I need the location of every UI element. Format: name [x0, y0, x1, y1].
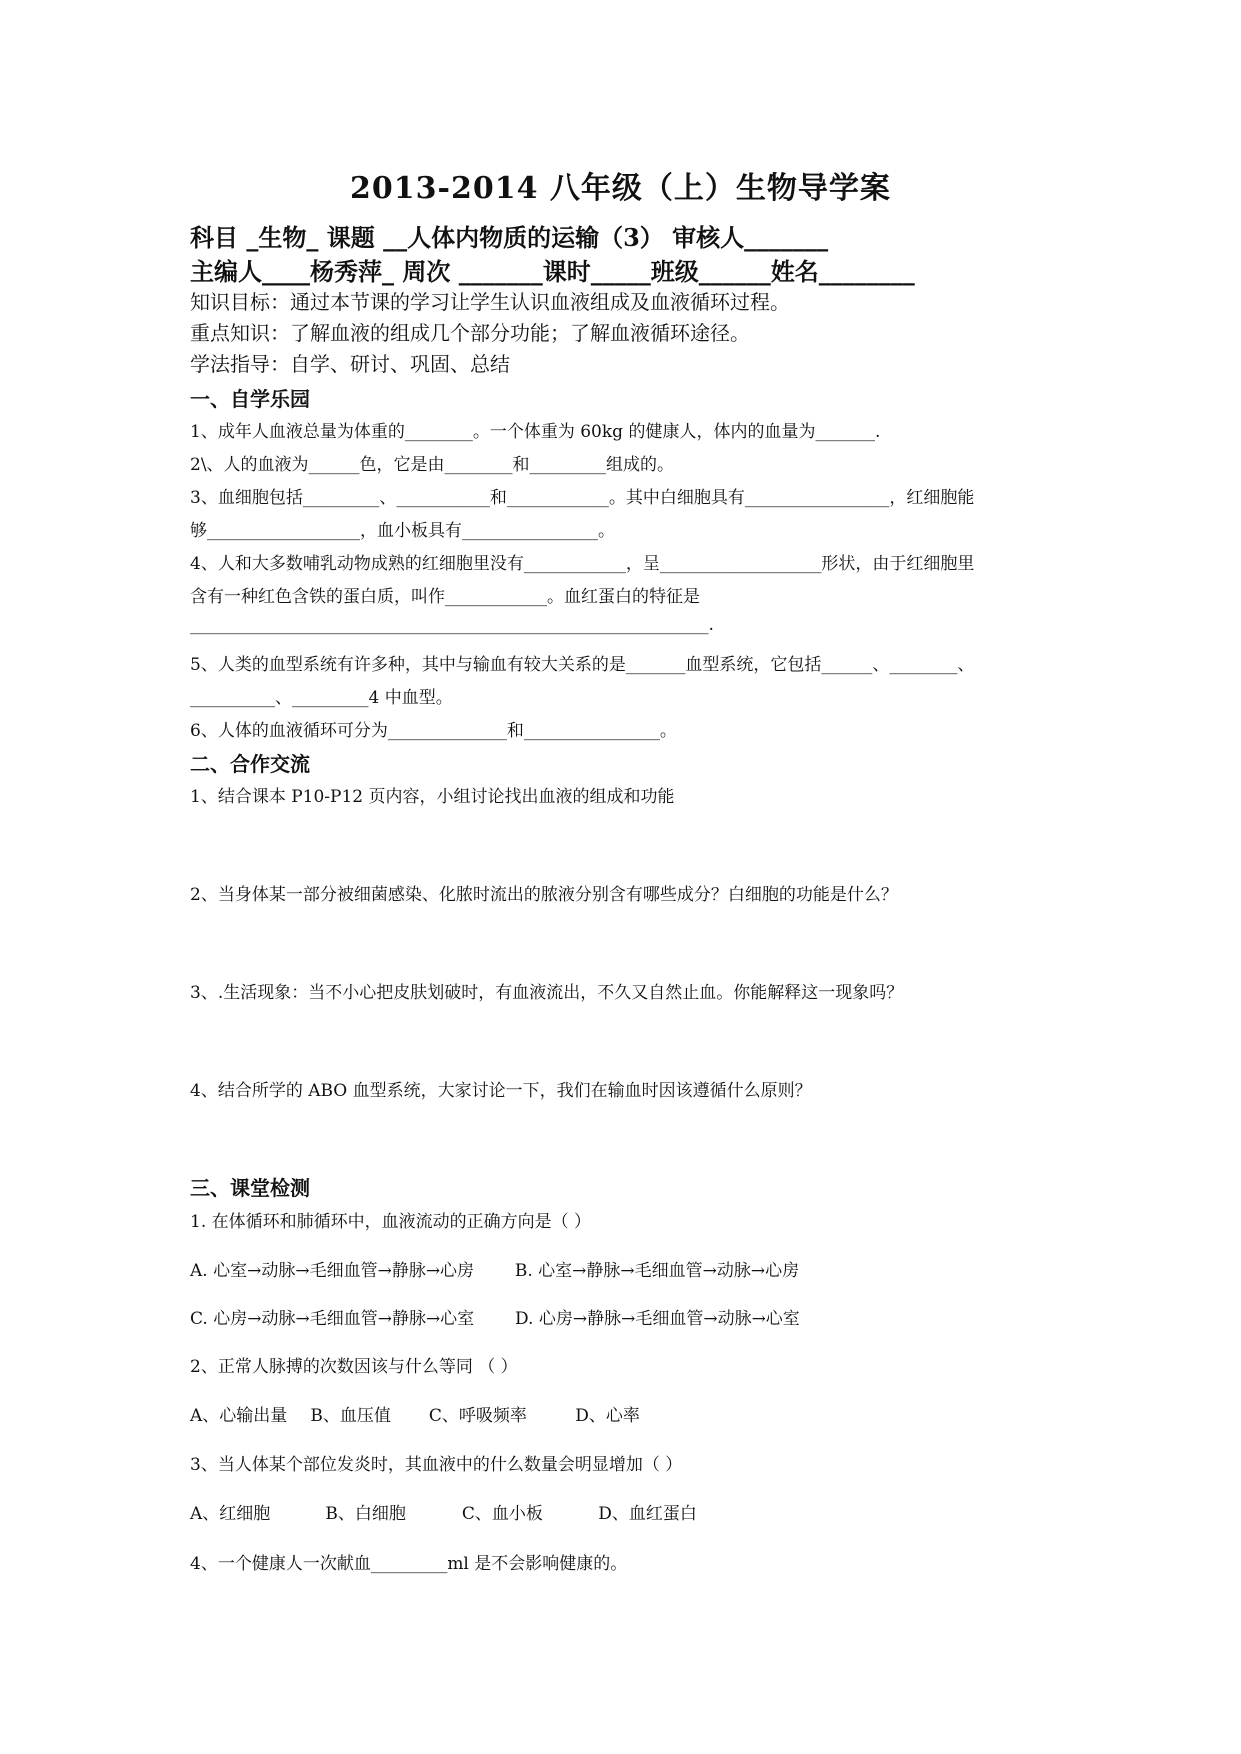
section-heading-cooperation: 二、合作交流 [190, 752, 310, 776]
cooperation-question: 1、结合课本 P10-P12 页内容，小组讨论找出血液的组成和功能 [190, 787, 675, 807]
option-d: D、血红蛋白 [598, 1504, 697, 1524]
knowledge-goal: 知识目标：通过本节课的学习让学生认识血液组成及血液循环过程。 [190, 290, 790, 314]
test-question-1: 1. 在体循环和肺循环中，血液流动的正确方向是（ ） [190, 1212, 592, 1232]
option-a: A、红细胞 [190, 1504, 271, 1524]
option-d: D. 心房→静脉→毛细血管→动脉→心室 [515, 1309, 800, 1329]
option-c: C、呼吸频率 [428, 1406, 527, 1426]
option-a: A、心输出量 [190, 1406, 288, 1426]
test-question-2: 2、正常人脉搏的次数因该与什么等同 （ ） [190, 1357, 518, 1377]
test-question-3-options [190, 1499, 697, 1524]
study-method: 学法指导：自学、研讨、巩固、总结 [190, 352, 510, 376]
test-question-2-options [190, 1401, 640, 1426]
option-b: B. 心室→静脉→毛细血管→动脉→心房 [514, 1261, 800, 1281]
self-study-line: 4、人和大多数哺乳动物成熟的红细胞里没有____________，呈___________________形状，由于红细胞里 [190, 554, 975, 574]
option-b: B、血压值 [310, 1406, 391, 1426]
self-study-line: 2\、人的血液为______色，它是由________和_________组成的。 [190, 455, 675, 475]
self-study-line: 够__________________，血小板具有________________。 [190, 521, 615, 541]
self-study-line: 6、人体的血液循环可分为______________和________________。 [190, 721, 677, 741]
test-question-4: 4、一个健康人一次献血_________ml 是不会影响健康的。 [190, 1554, 628, 1574]
header-editor-line: 主编人____杨秀萍_ 周次 _______课时_____班级______姓名________ [190, 257, 915, 286]
self-study-line: 含有一种红色含铁的蛋白质，叫作____________。血红蛋白的特征是 [190, 587, 700, 607]
self-study-line: __________、_________4 中血型。 [190, 688, 453, 708]
option-a: A. 心室→动脉→毛细血管→静脉→心房 [190, 1261, 475, 1281]
test-question-1-options-ab [190, 1256, 799, 1281]
cooperation-question: 2、当身体某一部分被细菌感染、化脓时流出的脓液分别含有哪些成分？白细胞的功能是什么？ [190, 885, 898, 905]
self-study-line: 3、血细胞包括_________、___________和____________。其中白细胞具有_________________，红细胞能 [190, 488, 975, 508]
header-subject-line: 科目 _生物_ 课题 __人体内物质的运输（3） 审核人_______ [190, 223, 829, 252]
option-d: D、心率 [575, 1406, 640, 1426]
self-study-line: _____________________________________________________________. [190, 615, 714, 635]
test-question-3: 3、当人体某个部位发炎时，其血液中的什么数量会明显增加（ ） [190, 1455, 683, 1475]
page-title: 2013-2014 八年级（上）生物导学案 [350, 171, 891, 206]
cooperation-question: 4、结合所学的 ABO 血型系统，大家讨论一下，我们在输血时因该遵循什么原则？ [190, 1081, 812, 1101]
test-question-1-options-cd [190, 1304, 800, 1329]
option-c: C. 心房→动脉→毛细血管→静脉→心室 [190, 1309, 475, 1329]
cooperation-question: 3、.生活现象：当不小心把皮肤划破时，有血液流出，不久又自然止血。你能解释这一现象吗？ [190, 983, 904, 1003]
key-knowledge: 重点知识：了解血液的组成几个部分功能；了解血液循环途径。 [190, 321, 750, 345]
self-study-line: 1、成年人血液总量为体重的________。一个体重为 60kg 的健康人，体内的血量为_______. [190, 422, 881, 442]
section-heading-class-test: 三、课堂检测 [190, 1176, 310, 1200]
option-c: C、血小板 [461, 1504, 543, 1524]
option-b: B、白细胞 [325, 1504, 406, 1524]
self-study-line: 5、人类的血型系统有许多种，其中与输血有较大关系的是_______血型系统，它包括______、________、 [190, 655, 975, 675]
section-heading-self-study: 一、自学乐园 [190, 387, 310, 411]
